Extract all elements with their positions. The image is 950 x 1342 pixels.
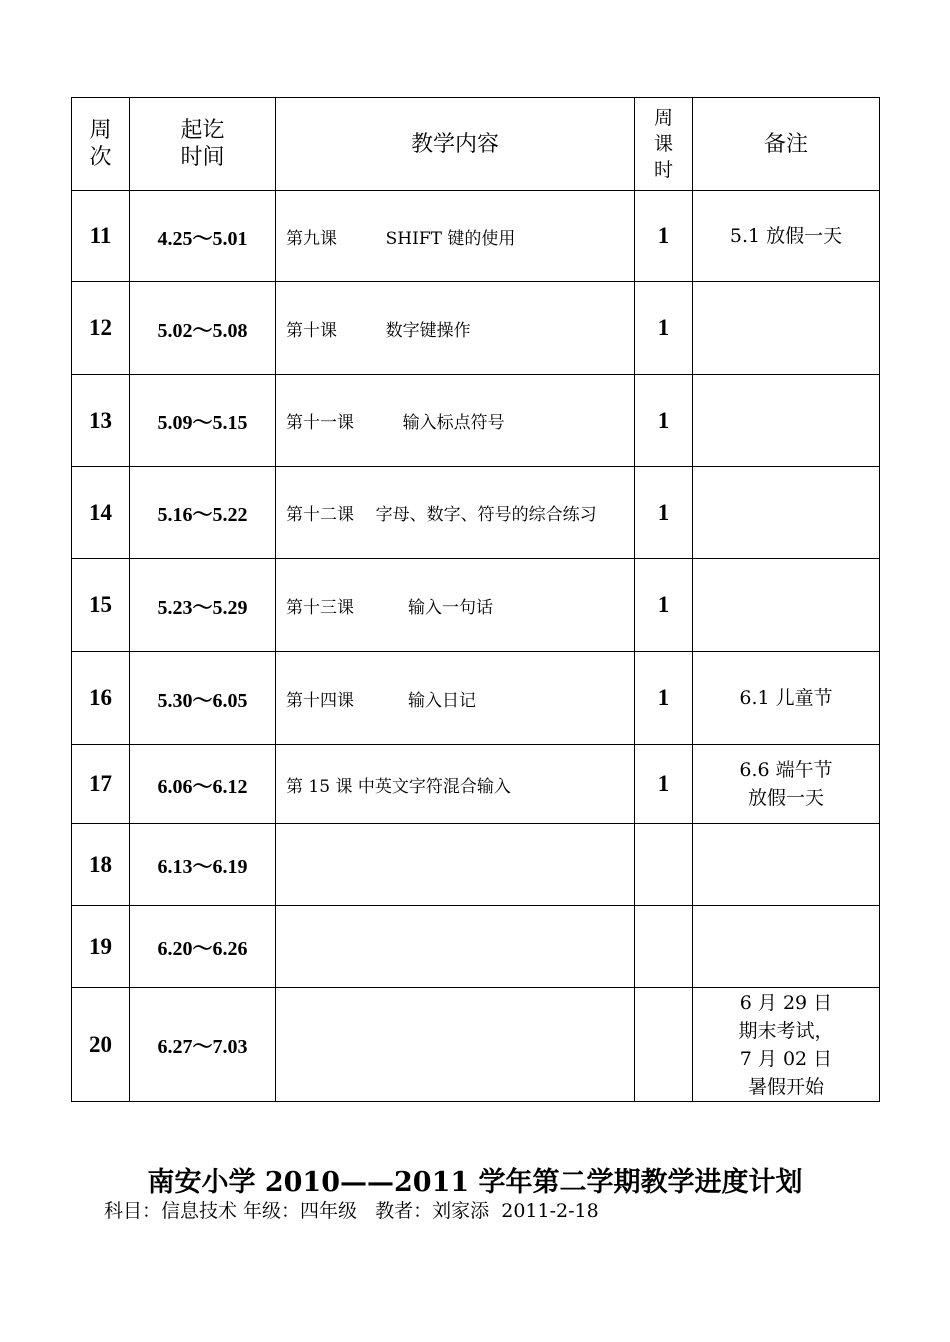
- week-cell: 16: [72, 652, 130, 745]
- note-cell: [693, 191, 880, 282]
- header-week: [72, 98, 130, 191]
- content-cell: 第十三课 输入一句话: [276, 559, 635, 652]
- note-line: 6 月 29 日: [739, 991, 833, 1014]
- schedule-table: [71, 97, 880, 1102]
- document-subtitle: 科目：信息技术 年级：四年级 教者：刘家添 2011-2-18: [104, 1200, 599, 1222]
- hours-cell: [635, 988, 693, 1102]
- content-cell: 第 15 课 中英文字符混合输入: [276, 745, 635, 824]
- note-cell: [693, 375, 880, 467]
- header-content: 教学内容: [276, 98, 635, 191]
- period-cell: 6.20～6.26: [130, 906, 276, 988]
- header-hours-line: 时: [653, 159, 673, 181]
- week-cell: 18: [72, 824, 130, 906]
- note-line: 6.6 端午节: [739, 759, 833, 781]
- content-cell: [276, 906, 635, 988]
- note-line: 5.1 放假一天: [729, 225, 843, 247]
- note-line: 7 月 02 日: [739, 1047, 833, 1070]
- table-row: [72, 559, 880, 652]
- table-row: [72, 824, 880, 906]
- header-note: 备注: [693, 98, 880, 191]
- note-line: 放假一天: [747, 787, 824, 809]
- period-cell: 6.06～6.12: [130, 745, 276, 824]
- week-cell: 13: [72, 375, 130, 467]
- content-cell: 第十一课 输入标点符号: [276, 375, 635, 467]
- week-cell: 17: [72, 745, 130, 824]
- table-row: [72, 652, 880, 745]
- header-period: [130, 98, 276, 191]
- period-cell: 5.02～5.08: [130, 282, 276, 375]
- content-cell: 第九课 SHIFT 键的使用: [276, 191, 635, 282]
- period-cell: 5.09～5.15: [130, 375, 276, 467]
- hours-cell: 1: [635, 745, 693, 824]
- week-cell: 19: [72, 906, 130, 988]
- table-row: [72, 375, 880, 467]
- note-line: 期末考试，: [738, 1019, 834, 1042]
- week-cell: 15: [72, 559, 130, 652]
- note-cell: [693, 824, 880, 906]
- period-cell: 5.23～5.29: [130, 559, 276, 652]
- header-hours-line: 周: [653, 107, 673, 129]
- table-row: [72, 988, 880, 1102]
- table-row: [72, 906, 880, 988]
- week-cell: 11: [72, 191, 130, 282]
- hours-cell: 1: [635, 559, 693, 652]
- header-hours: [635, 98, 693, 191]
- hours-cell: [635, 824, 693, 906]
- content-cell: 第十课 数字键操作: [276, 282, 635, 375]
- week-cell: 14: [72, 467, 130, 559]
- period-cell: 6.27～7.03: [130, 988, 276, 1102]
- table-row: [72, 282, 880, 375]
- header-week-line: 次: [89, 145, 112, 170]
- period-cell: 5.16～5.22: [130, 467, 276, 559]
- note-cell: [693, 467, 880, 559]
- note-cell: [693, 652, 880, 745]
- table-row: [72, 745, 880, 824]
- note-line: 暑假开始: [747, 1075, 824, 1098]
- week-cell: 12: [72, 282, 130, 375]
- note-cell: [693, 282, 880, 375]
- document-title: 南安小学 2010——2011 学年第二学期教学进度计划: [147, 1167, 803, 1198]
- table-row: [72, 191, 880, 282]
- note-cell: [693, 745, 880, 824]
- header-period-line: 起讫: [180, 118, 225, 143]
- period-cell: 4.25～5.01: [130, 191, 276, 282]
- note-cell: [693, 906, 880, 988]
- hours-cell: 1: [635, 282, 693, 375]
- period-cell: 5.30～6.05: [130, 652, 276, 745]
- content-cell: 第十四课 输入日记: [276, 652, 635, 745]
- hours-cell: 1: [635, 375, 693, 467]
- header-row: [72, 98, 880, 191]
- header-period-line: 时间: [180, 145, 225, 170]
- header-week-line: 周: [89, 118, 112, 143]
- hours-cell: 1: [635, 467, 693, 559]
- note-cell: [693, 988, 880, 1102]
- note-cell: [693, 559, 880, 652]
- header-hours-line: 课: [653, 133, 673, 155]
- content-cell: [276, 824, 635, 906]
- content-cell: 第十二课 字母、数字、符号的综合练习: [276, 467, 635, 559]
- table-row: [72, 467, 880, 559]
- hours-cell: 1: [635, 652, 693, 745]
- schedule-body: [72, 191, 880, 1102]
- content-cell: [276, 988, 635, 1102]
- week-cell: 20: [72, 988, 130, 1102]
- hours-cell: [635, 906, 693, 988]
- hours-cell: 1: [635, 191, 693, 282]
- note-line: 6.1 儿童节: [739, 687, 833, 709]
- period-cell: 6.13～6.19: [130, 824, 276, 906]
